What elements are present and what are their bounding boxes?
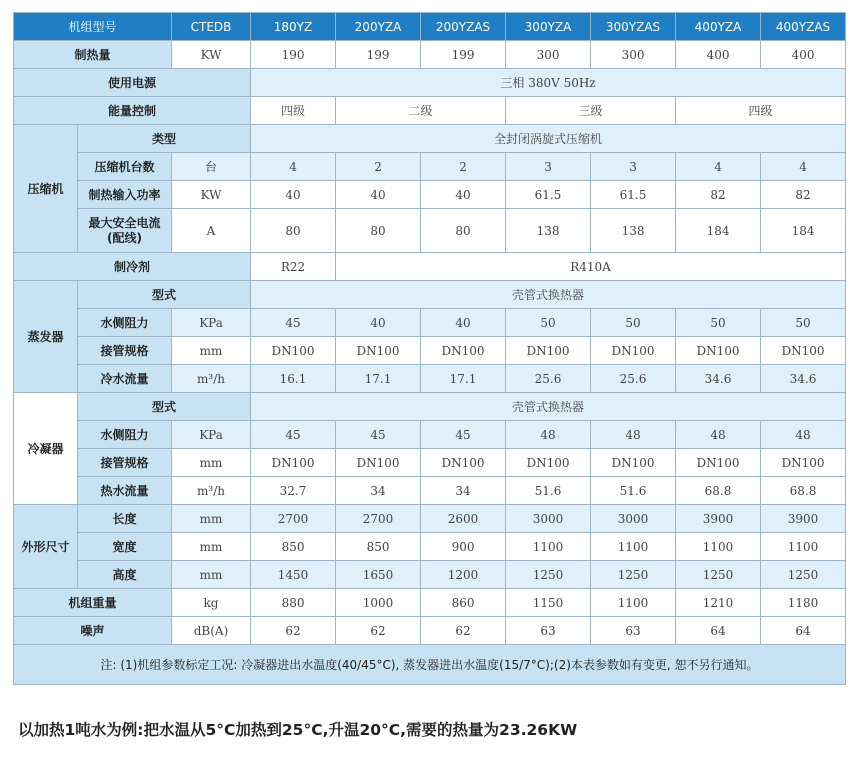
cell-value: 4 [761,153,846,181]
energy-control-row [14,97,846,125]
cell-value: 4 [251,153,336,181]
evaporator-resistance-row [14,309,846,337]
cell-value: 61.5 [591,181,676,209]
group-label-compressor: 压缩机 [14,125,78,253]
row-unit: mm [172,505,251,533]
cell-value: 25.6 [506,365,591,393]
cell-value: 2 [336,153,421,181]
row-label: 水侧阻力 [78,421,172,449]
cell-value: 50 [506,309,591,337]
row-label: 能量控制 [14,97,251,125]
row-label: 宽度 [78,533,172,561]
cell-value: DN100 [591,449,676,477]
cell-value: 40 [336,309,421,337]
cell-value: 199 [336,41,421,69]
cell-value: DN100 [676,449,761,477]
cell-value: 2600 [421,505,506,533]
cell-value: 1000 [336,589,421,617]
cell-value: 1250 [676,561,761,589]
cell-value: 1150 [506,589,591,617]
cell-value: 3 [591,153,676,181]
cell-value: 3000 [591,505,676,533]
row-unit: mm [172,533,251,561]
row-label: 接管规格 [78,449,172,477]
row-label: 制热输入功率 [78,181,172,209]
cell-value: 34 [421,477,506,505]
model-name: 400YZA [676,13,761,41]
cell-value: 51.6 [591,477,676,505]
condenser-resistance-row [14,421,846,449]
cell-value: 64 [676,617,761,645]
cell-value: 2 [421,153,506,181]
row-unit: kg [172,589,251,617]
row-label: 水侧阻力 [78,309,172,337]
row-label [78,209,172,253]
row-unit: KW [172,41,251,69]
cell-value: 63 [506,617,591,645]
dimension-length-row [14,505,846,533]
cell-value: 1250 [761,561,846,589]
condenser-pipe-row [14,449,846,477]
cell-value: 1650 [336,561,421,589]
footer-note: 以加热1吨水为例:把水温从5°C加热到25°C,升温20°C,需要的热量为23.26KW [18,721,578,739]
row-unit: 台 [172,153,251,181]
cell-value: 62 [336,617,421,645]
row-label: 接管规格 [78,337,172,365]
cell-value: 62 [251,617,336,645]
cell-value: 壳管式换热器 [251,393,846,421]
current-label-line2: (配线) [107,230,142,245]
spec-table-body [14,13,846,685]
cell-value: 4 [676,153,761,181]
cell-value: 40 [251,181,336,209]
header-row [14,13,846,41]
table-note: 注: (1)机组参数标定工况: 冷凝器进出水温度(40/45°C), 蒸发器进出水温度(15/7°C);(2)本表参数如有变更, 恕不另行通知。 [14,645,846,685]
cell-value: 3 [506,153,591,181]
cell-value: 34 [336,477,421,505]
cell-value: 138 [591,209,676,253]
row-label: 型式 [78,281,251,309]
model-name: 400YZAS [761,13,846,41]
cell-value: 82 [761,181,846,209]
cell-value: 1210 [676,589,761,617]
evaporator-flow-row [14,365,846,393]
cell-value: 48 [676,421,761,449]
row-unit: mm [172,449,251,477]
cell-value: 四级 [251,97,336,125]
cell-value: 1250 [506,561,591,589]
cell-value: 40 [336,181,421,209]
row-unit: KPa [172,421,251,449]
noise-row [14,617,846,645]
cell-value: 17.1 [336,365,421,393]
cell-value: 184 [676,209,761,253]
model-name: 300YZA [506,13,591,41]
cell-value: 50 [591,309,676,337]
cell-value: 184 [761,209,846,253]
cell-value: 50 [676,309,761,337]
cell-value: 45 [421,421,506,449]
cell-value: 300 [591,41,676,69]
cell-value: 3900 [676,505,761,533]
cell-value: DN100 [591,337,676,365]
row-unit: dB(A) [172,617,251,645]
row-label: 类型 [78,125,251,153]
cell-value: 190 [251,41,336,69]
cell-value: 850 [251,533,336,561]
cell-value: 16.1 [251,365,336,393]
row-label: 压缩机台数 [78,153,172,181]
row-label: 制热量 [14,41,172,69]
cell-value: 63 [591,617,676,645]
cell-value: 51.6 [506,477,591,505]
refrigerant-row [14,253,846,281]
cell-value: 二级 [336,97,506,125]
heating-row [14,41,846,69]
cell-value: DN100 [506,337,591,365]
compressor-type-row [14,125,846,153]
group-label-evaporator: 蒸发器 [14,281,78,393]
cell-value: 64 [761,617,846,645]
cell-value: DN100 [506,449,591,477]
model-name: 300YZAS [591,13,676,41]
row-unit: A [172,209,251,253]
cell-value: R22 [251,253,336,281]
cell-value: 40 [421,309,506,337]
row-unit: KPa [172,309,251,337]
cell-value: 三相 380V 50Hz [251,69,846,97]
row-unit: KW [172,181,251,209]
cell-value: 400 [676,41,761,69]
power-supply-row [14,69,846,97]
cell-value: DN100 [761,449,846,477]
cell-value: 全封闭涡旋式压缩机 [251,125,846,153]
cell-value: 1200 [421,561,506,589]
cell-value: 48 [506,421,591,449]
cell-value: 80 [336,209,421,253]
cell-value: 四级 [676,97,846,125]
cell-value: 3900 [761,505,846,533]
cell-value: 80 [421,209,506,253]
cell-value: DN100 [336,337,421,365]
cell-value: 850 [336,533,421,561]
evaporator-pipe-row [14,337,846,365]
group-label-condenser: 冷凝器 [14,393,78,505]
cell-value: 82 [676,181,761,209]
cell-value: 860 [421,589,506,617]
cell-value: 2700 [336,505,421,533]
cell-value: 壳管式换热器 [251,281,846,309]
row-label: 制冷剂 [14,253,251,281]
row-label: 高度 [78,561,172,589]
dimension-height-row [14,561,846,589]
model-name: 200YZA [336,13,421,41]
row-label: 机组重量 [14,589,172,617]
row-label: 型式 [78,393,251,421]
cell-value: 1100 [591,533,676,561]
cell-value: 34.6 [761,365,846,393]
cell-value: 880 [251,589,336,617]
row-label: 热水流量 [78,477,172,505]
current-label-line1: 最大安全电流 [88,215,161,230]
note-row [14,645,846,685]
cell-value: 3000 [506,505,591,533]
cell-value: DN100 [421,449,506,477]
cell-value: 45 [336,421,421,449]
cell-value: 1450 [251,561,336,589]
cell-value: DN100 [676,337,761,365]
model-name: 180YZ [251,13,336,41]
cell-value: 1100 [761,533,846,561]
cell-value: 50 [761,309,846,337]
weight-row [14,589,846,617]
row-unit: m³/h [172,365,251,393]
cell-value: 1100 [506,533,591,561]
cell-value: 25.6 [591,365,676,393]
row-unit: mm [172,561,251,589]
cell-value: DN100 [421,337,506,365]
unit-col-label: CTEDB [172,13,251,41]
cell-value: 138 [506,209,591,253]
model-label: 机组型号 [14,13,172,41]
condenser-flow-row [14,477,846,505]
cell-value: 300 [506,41,591,69]
cell-value: 1100 [591,589,676,617]
cell-value: DN100 [251,449,336,477]
cell-value: 900 [421,533,506,561]
cell-value: DN100 [251,337,336,365]
cell-value: 45 [251,309,336,337]
cell-value: 1250 [591,561,676,589]
cell-value: 400 [761,41,846,69]
cell-value: 34.6 [676,365,761,393]
compressor-count-row [14,153,846,181]
cell-value: 17.1 [421,365,506,393]
row-label: 使用电源 [14,69,251,97]
cell-value: DN100 [336,449,421,477]
cell-value: R410A [336,253,846,281]
cell-value: 三级 [506,97,676,125]
evaporator-type-row [14,281,846,309]
dimension-width-row [14,533,846,561]
cell-value: 1100 [676,533,761,561]
cell-value: 68.8 [676,477,761,505]
row-unit: mm [172,337,251,365]
row-label: 冷水流量 [78,365,172,393]
condenser-type-row [14,393,846,421]
cell-value: 32.7 [251,477,336,505]
cell-value: 80 [251,209,336,253]
group-label-dimensions: 外形尺寸 [14,505,78,589]
cell-value: 45 [251,421,336,449]
cell-value: 48 [591,421,676,449]
model-name: 200YZAS [421,13,506,41]
row-label: 噪声 [14,617,172,645]
cell-value: 48 [761,421,846,449]
cell-value: 40 [421,181,506,209]
row-unit: m³/h [172,477,251,505]
cell-value: 2700 [251,505,336,533]
compressor-current-row [14,209,846,253]
cell-value: 62 [421,617,506,645]
spec-table [13,12,846,685]
cell-value: DN100 [761,337,846,365]
compressor-power-row [14,181,846,209]
cell-value: 68.8 [761,477,846,505]
row-label: 长度 [78,505,172,533]
cell-value: 199 [421,41,506,69]
cell-value: 61.5 [506,181,591,209]
cell-value: 1180 [761,589,846,617]
